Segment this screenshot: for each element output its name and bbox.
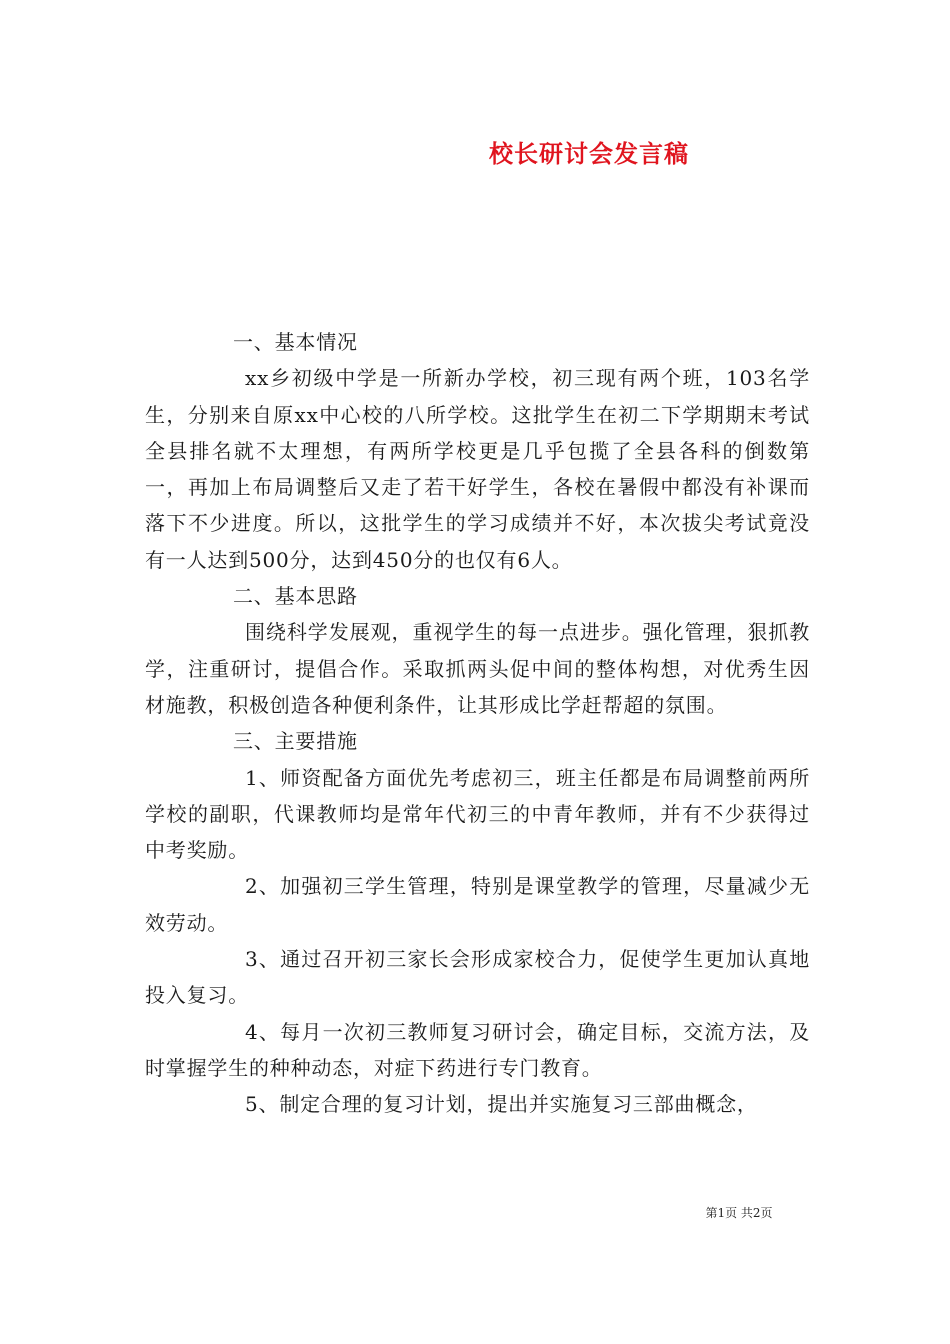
section-heading: 二、基本思路	[233, 584, 358, 609]
section-heading: 三、主要措施	[233, 729, 358, 754]
paragraph: 5、制定合理的复习计划，提出并实施复习三部曲概念，	[245, 1092, 758, 1117]
page-number: 第1页 共2页	[705, 1206, 773, 1220]
paragraph: xx乡初级中学是一所新办学校，初三现有两个班，103名学生，分别来自原xx中心校的八所学校。这批学生在初二下学期期末考试全县排名就不太理想，有两所学校更是几乎包揽了全县各科的倒数第一，再加上布局调整后又走了若干好学生，各校在暑假中都没有补课而落下不少进度。所以，这批学生的学习成绩并不好，本次拔尖考试竟没有一人达到500分，达到450分的也仅有6人。	[145, 366, 810, 572]
section-heading: 一、基本情况	[233, 330, 358, 354]
paragraph: 3、通过召开初三家长会形成家校合力，促使学生更加认真地投入复习。	[145, 947, 810, 1008]
document-title: 校长研讨会发言稿	[489, 139, 689, 168]
paragraph: 1、师资配备方面优先考虑初三，班主任都是布局调整前两所学校的副职，代课教师均是常年代初三的中青年教师，并有不少获得过中考奖励。	[145, 765, 810, 863]
document-body	[145, 324, 810, 1123]
paragraph: 4、每月一次初三教师复习研讨会，确定目标，交流方法，及时掌握学生的种种动态，对症下药进行专门教育。	[145, 1019, 810, 1080]
paragraph: 2、加强初三学生管理，特别是课堂教学的管理，尽量减少无效劳动。	[145, 874, 810, 935]
paragraph: 围绕科学发展观，重视学生的每一点进步。强化管理，狠抓教学，注重研讨，提倡合作。采取抓两头促中间的整体构想，对优秀生因材施教，积极创造各种便利条件，让其形成比学赶帮超的氛围。	[145, 620, 810, 717]
